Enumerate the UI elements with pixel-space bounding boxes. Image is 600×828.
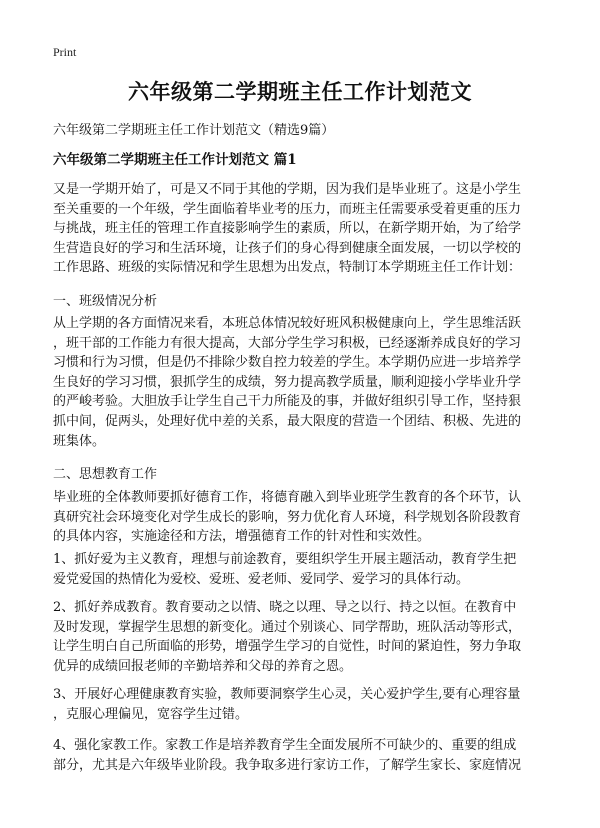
- intro-paragraph: [53, 180, 549, 278]
- text-line: 1、抓好爱为主义教育，理想与前途教育，要组织学生开展主题活动，教育学生把: [53, 552, 517, 567]
- text-line: 又是一学期开始了，可是又不同于其他的学期，因为我们是毕业班了。这是小学生: [53, 182, 522, 197]
- class-analysis-paragraph: [53, 314, 549, 451]
- text-line: 抓中间，促两头，处理好优中差的关系，最大限度的营造一个团结、积极、先进的: [53, 413, 522, 429]
- moral-education-paragraph: [53, 488, 549, 547]
- text-line: 的严峻考验。大胆放手让学生自己干力所能及的事，并做好组织引导工作，坚持狠: [53, 394, 522, 410]
- text-line: 工作思路、班级的实际情况和学生思想为出发点，特制订本学期班主任工作计划：: [53, 260, 522, 276]
- item-3-paragraph: [53, 685, 549, 724]
- text-line: 毕业班的全体教师要抓好德育工作，将德育融入到毕业班学生教育的各个环节，认: [53, 490, 522, 505]
- text-line: 生良好的学习习惯，狠抓学生的成绩，努力提高教学质量，顺利迎接小学毕业升学: [53, 374, 522, 390]
- document-subtitle: 六年级第二学期班主任工作计划范文（精选9篇）: [53, 123, 335, 138]
- text-line: 的具体内容，实施途径和方法，增强德育工作的针对性和实效性。: [53, 529, 431, 545]
- text-line: 让学生明白自己所面临的形势，增强学生学习的自觉性，时间的紧迫性，努力争取: [53, 639, 522, 655]
- text-line: 及时发现，掌握学生思想的新变化。通过个别谈心、同学帮助，班队活动等形式，: [53, 619, 522, 635]
- section-heading: 六年级第二学期班主任工作计划范文 篇1: [53, 152, 297, 168]
- text-line: 生营造良好的学习和生活环境，让孩子们的身心得到健康全面发展，一切以学校的: [53, 240, 522, 256]
- item-2-paragraph: [53, 598, 549, 676]
- print-label: Print: [53, 45, 77, 59]
- page-title: 六年级第二学期班主任工作计划范文: [128, 79, 472, 104]
- text-line: ，班干部的工作能力有很大提高，大部分学生学习积极，已经逐渐养成良好的学习: [53, 335, 522, 351]
- text-line: ，克服心理偏见，宽容学生过错。: [53, 706, 249, 722]
- text-line: 2、抓好养成教育。教育要动之以情、晓之以理、导之以行、持之以恒。在教育中: [53, 600, 517, 615]
- text-line: 至关重要的一个年级，学生面临着毕业考的压力，而班主任需要承受着更重的压力: [53, 201, 522, 217]
- text-line: 3、开展好心理健康教育实验，教师要洞察学生心灵，关心爱护学生,要有心理容量: [53, 687, 521, 702]
- text-line: 与挑战，班主任的管理工作直接影响学生的素质，所以，在新学期开始，为了给学: [53, 221, 522, 237]
- item-4-paragraph: [53, 736, 549, 775]
- item-1-paragraph: [53, 550, 549, 589]
- text-line: 真研究社会环境变化对学生成长的影响，努力优化育人环境，科学规划各阶段教育: [53, 509, 522, 525]
- text-line: 优异的成绩回报老师的辛勤培养和父母的养育之恩。: [53, 658, 353, 674]
- heading-class-analysis: 一、班级情况分析: [53, 294, 158, 309]
- text-line: 从上学期的各方面情况来看，本班总体情况较好班风积极健康向上，学生思维活跃: [53, 316, 522, 331]
- text-line: 4、强化家教工作。家教工作是培养教育学生全面发展所不可缺少的、重要的组成: [53, 738, 517, 753]
- heading-moral-education: 二、思想教育工作: [53, 467, 158, 482]
- text-line: 习惯和行为习惯，但是仍不排除少数自控力较差的学生。本学期仍应进一步培养学: [53, 355, 522, 371]
- text-line: 班集体。: [53, 433, 106, 449]
- text-line: 爱党爱国的热情化为爱校、爱班、爱老师、爱同学、爱学习的具体行动。: [53, 571, 470, 587]
- text-line: 部分，尤其是六年级毕业阶段。我争取多进行家访工作，了解学生家长、家庭情况: [53, 757, 522, 773]
